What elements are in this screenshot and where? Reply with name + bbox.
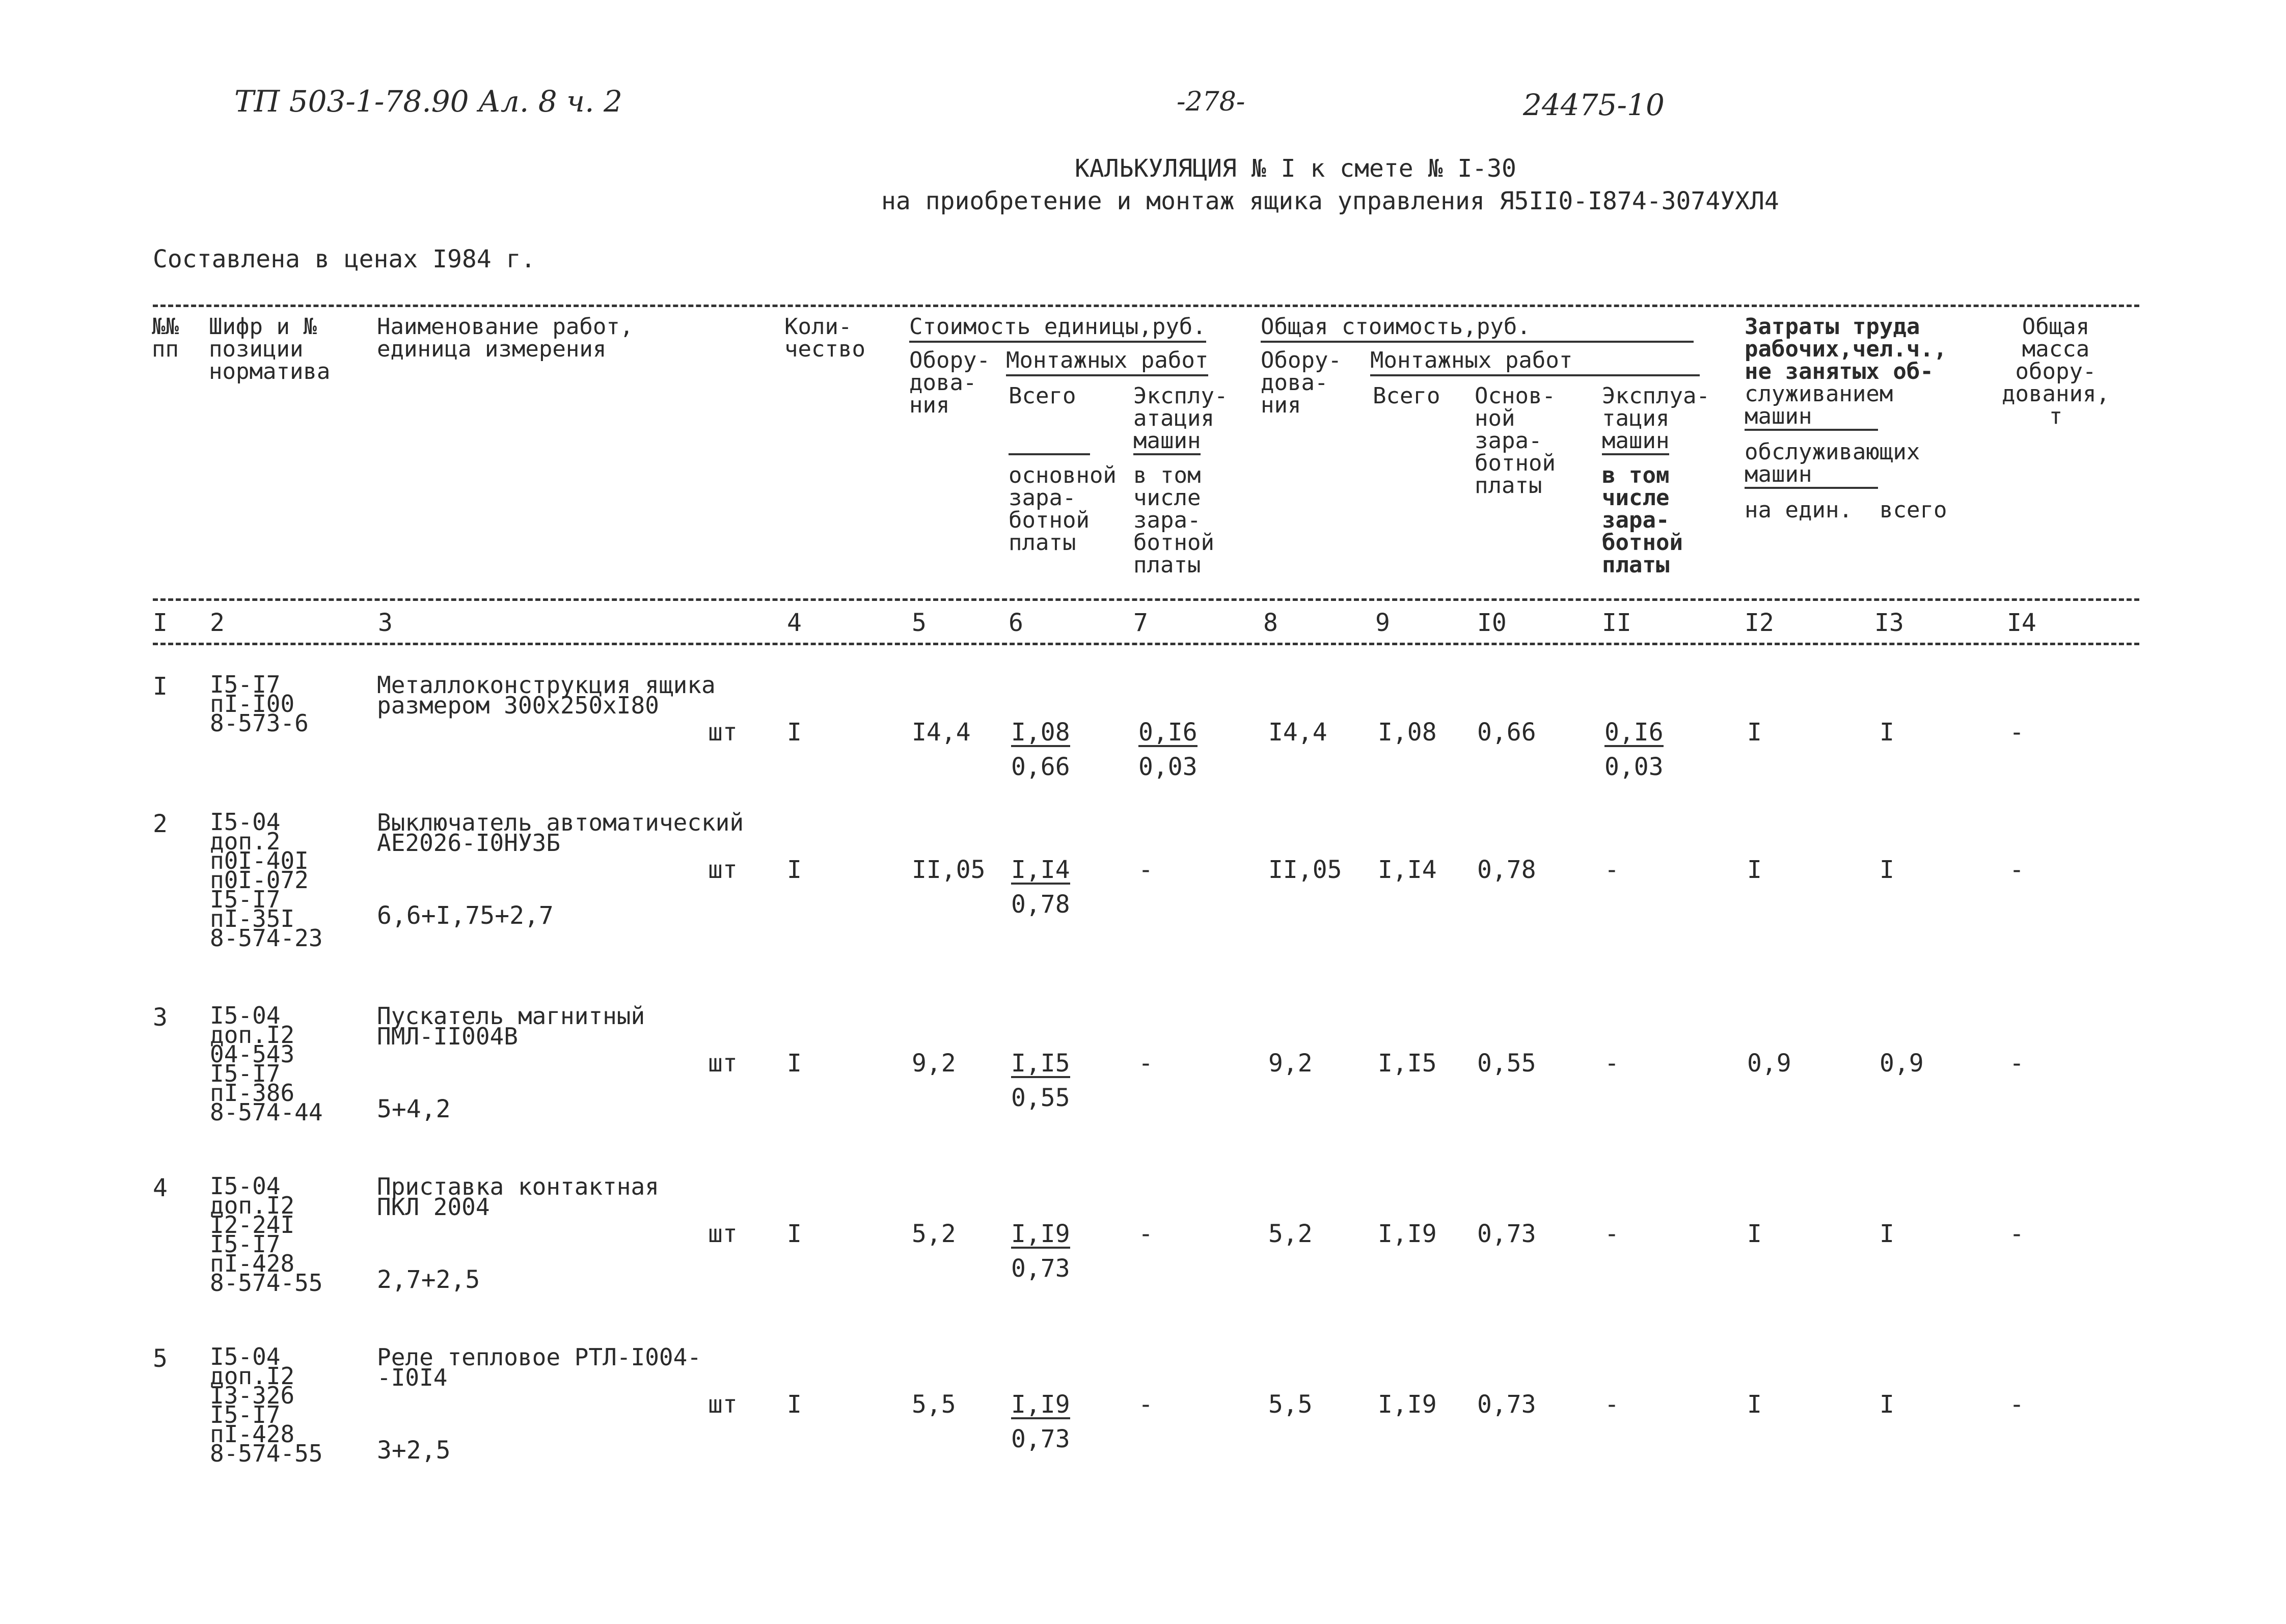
work-name-line: -I0I4 [377,1364,448,1391]
norm-code: пI-386 [210,1079,295,1107]
price-formula: 5+4,2 [377,1095,451,1123]
work-name-line: Реле тепловое РТЛ-I004- [377,1343,701,1371]
mount-unit-cost: I,08 [1011,718,1070,747]
mount-total-cost: I,08 [1378,718,1437,747]
col7-header-bottom: в том числе зара- ботной платы [1133,462,1214,578]
labor-total: 0,9 [1880,1049,1924,1078]
equip-total-cost: 5,2 [1268,1220,1313,1248]
wage-total-cost: 0,66 [1477,718,1536,747]
norm-code: I5-I7 [210,1060,281,1087]
col-number: I0 [1477,609,1507,637]
labor-total: I [1880,856,1894,884]
quantity: I [787,1390,802,1419]
machine-total-wage: 0,03 [1604,753,1664,781]
row-number: 5 [153,1344,168,1373]
norm-code: I5-I7 [210,1401,281,1428]
norm-code: I5-I7 [210,886,281,913]
norm-codes [210,671,309,737]
norm-code: I5-I7 [210,1230,281,1258]
doc-code: ТП 503-1-78.90 Ал. 8 ч. 2 [234,84,622,119]
unit: шт [708,1390,738,1419]
col-number: I2 [1745,609,1774,637]
mount-total-cost: I,I9 [1378,1220,1437,1248]
col-number: I4 [2007,609,2036,637]
work-name [377,671,716,719]
mount-unit-wage: 0,73 [1011,1254,1070,1283]
page-number: -278- [1177,87,1245,117]
col9-header: Всего [1373,383,1440,409]
labor-total: I [1880,1220,1894,1248]
machine-total-cost: - [1604,1049,1619,1078]
row-number: 2 [153,810,168,838]
mount-unit-wage: 0,55 [1011,1084,1070,1112]
equipment-mass: - [2009,856,2024,884]
wage-total-cost: 0,73 [1477,1220,1536,1248]
norm-code: доп.I2 [210,1021,295,1049]
work-name-line: Приставка контактная [377,1173,659,1200]
equip-unit-cost: 9,2 [912,1049,956,1078]
machine-unit-cost: 0,I6 [1138,718,1198,747]
col4-header: Коли- чество [784,314,865,362]
wage-total-cost: 0,55 [1477,1049,1536,1078]
equip-total-cost: 9,2 [1268,1049,1313,1078]
price-formula: 3+2,5 [377,1436,451,1465]
equipment-mass: - [2009,1390,2024,1419]
work-name-line: ПКЛ 2004 [377,1193,490,1221]
col3-header: Наименование работ, единица измерения [377,314,634,362]
norm-code: I5-04 [210,808,281,836]
calc-subtitle: на приобретение и монтаж ящика управления Я5II0-I874-3074УХЛ4 [881,187,1779,215]
equip-total-cost: I4,4 [1268,718,1327,747]
norm-code: пI-428 [210,1250,295,1277]
unit: шт [708,718,738,747]
col8-header: Обору- дова- ния [1261,347,1342,418]
equipment-mass: - [2009,1049,2024,1078]
col-number: I3 [1874,609,1904,637]
quantity: I [787,1049,802,1078]
norm-code: 8-574-44 [210,1098,323,1126]
work-name-line: Выключатель автоматический [377,809,744,836]
norm-code: I3-326 [210,1382,295,1409]
quantity: I [787,718,802,747]
col6-header-top: Всего [1009,383,1076,409]
work-name-line: Пускатель магнитный [377,1002,645,1030]
row-number: I [153,672,168,701]
machine-total-cost: - [1604,856,1619,884]
labor-per-unit: I [1747,1390,1762,1419]
equip-total-cost: 5,5 [1268,1390,1313,1419]
unit: шт [708,856,738,884]
price-formula: 6,6+I,75+2,7 [377,901,554,930]
equip-unit-cost: 5,2 [912,1220,956,1248]
row-number: 4 [153,1174,168,1202]
labor-total-header: всего [1880,497,1947,523]
col6-divider [1009,453,1090,455]
norm-code: I2-24I [210,1211,295,1238]
machine-unit-cost: - [1138,856,1153,884]
machine-total-cost: - [1604,1390,1619,1419]
wage-total-cost: 0,73 [1477,1390,1536,1419]
total-cost-group: Общая стоимость,руб. [1261,316,1694,338]
work-name-line: Металлоконструкция ящика [377,671,716,699]
mount-unit-cost: I,I9 [1011,1390,1070,1419]
col1-header: №№ пп [152,314,179,362]
mount-unit-wage: 0,78 [1011,890,1070,919]
work-name [377,1343,701,1391]
col-number: 8 [1263,609,1278,637]
norm-code: 04-543 [210,1040,295,1068]
wage-total-cost: 0,78 [1477,856,1536,884]
labor-total: I [1880,1390,1894,1419]
work-name-line: АЕ2026-I0НУ3Б [377,829,561,857]
mount-unit-cost: I,I4 [1011,856,1070,884]
col11-header-bottom: в том числе зара- ботной платы [1602,462,1683,578]
col6-header-bottom: основной зара- ботной платы [1009,462,1117,556]
stamp-number: 24475-10 [1523,88,1665,122]
unit: шт [708,1220,738,1248]
labor-per-unit: I [1747,1220,1762,1248]
equip-total-cost: II,05 [1268,856,1342,884]
labor-unit-header: на един. [1745,497,1853,523]
work-name [377,1173,659,1221]
norm-code: доп.2 [210,828,281,855]
col-number: 5 [912,609,927,637]
col-number: 9 [1375,609,1390,637]
labor-subheader: обслуживающих машин [1745,441,1920,489]
labor-per-unit: 0,9 [1747,1049,1791,1078]
col-number: I [153,609,168,637]
norm-code: I5-I7 [210,671,281,698]
calc-title: КАЛЬКУЛЯЦИЯ № I к смете № I-30 [1075,154,1516,183]
table-top-rule [153,305,2139,307]
machine-total-cost: - [1604,1220,1619,1248]
equipment-mass: - [2009,1220,2024,1248]
mount-unit-cost: I,I9 [1011,1220,1070,1248]
machine-unit-cost: - [1138,1220,1153,1248]
mount-total-cost: I,I5 [1378,1049,1437,1078]
labor-per-unit: I [1747,718,1762,747]
row-number: 3 [153,1003,168,1032]
norm-code: I5-04 [210,1343,281,1370]
price-formula: 2,7+2,5 [377,1265,480,1294]
work-name-line: ПМЛ-II004В [377,1023,518,1050]
norm-code: п0I-072 [210,866,309,894]
equip-unit-cost: I4,4 [912,718,971,747]
mount-unit-wage: 0,66 [1011,753,1070,781]
norm-code: пI-428 [210,1420,295,1448]
norm-code: 8-573-6 [210,709,309,737]
norm-code: I5-04 [210,1172,281,1200]
norm-code: I5-04 [210,1002,281,1029]
col10-header: Основ- ной зара- ботной платы [1475,383,1556,499]
norm-code: 8-574-55 [210,1269,323,1297]
col-number: 2 [210,609,225,637]
col-number: 4 [787,609,802,637]
norm-codes [210,1343,323,1467]
work-name [377,1002,645,1050]
numbers-bottom-rule [153,643,2139,645]
norm-code: п0I-40I [210,847,309,874]
machine-unit-wage: 0,03 [1138,753,1198,781]
mount-total-cost: I,I9 [1378,1390,1437,1419]
norm-code: 8-574-23 [210,924,323,952]
col2-header: Шифр и № позиции норматива [209,314,331,384]
col7-header-top: Эксплу- атация машин [1133,385,1228,455]
norm-code: пI-I00 [210,690,295,718]
mount-unit-wage: 0,73 [1011,1425,1070,1453]
norm-code: доп.I2 [210,1362,295,1390]
unit-mount-group: Монтажных работ [1006,349,1208,372]
col-number: 6 [1009,609,1023,637]
mount-unit-cost: I,I5 [1011,1049,1070,1078]
unit: шт [708,1049,738,1078]
work-name-line: размером 300х250хI80 [377,692,659,719]
labor-per-unit: I [1747,856,1762,884]
col14-header: Общая масса обору- дования, т [2002,314,2110,429]
mount-total-cost: I,I4 [1378,856,1437,884]
col-number: II [1602,609,1631,637]
norm-codes [210,1172,323,1297]
work-name [377,809,744,857]
col5-header: Обору- дова- ния [909,347,990,418]
quantity: I [787,856,802,884]
total-mount-group: Монтажных работ [1370,349,1700,372]
header-bottom-rule [153,598,2139,601]
col11-header-top: Эксплуа- тация машин [1602,385,1710,455]
equip-unit-cost: 5,5 [912,1390,956,1419]
unit-cost-group: Стоимость единицы,руб. [909,316,1206,338]
norm-codes [210,1002,323,1126]
labor-header: Затраты труда рабочих,чел.ч., не занятых об- служиванием машин [1745,316,1947,431]
equip-unit-cost: II,05 [912,856,986,884]
quantity: I [787,1220,802,1248]
machine-total-cost: 0,I6 [1604,718,1664,747]
machine-unit-cost: - [1138,1049,1153,1078]
col-number: 3 [378,609,393,637]
norm-code: доп.I2 [210,1192,295,1219]
labor-total: I [1880,718,1894,747]
prices-note: Составлена в ценах I984 г. [153,245,536,273]
norm-code: пI-35I [210,905,295,932]
norm-code: 8-574-55 [210,1440,323,1467]
norm-codes [210,808,323,952]
equipment-mass: - [2009,718,2024,747]
col-number: 7 [1133,609,1148,637]
machine-unit-cost: - [1138,1390,1153,1419]
